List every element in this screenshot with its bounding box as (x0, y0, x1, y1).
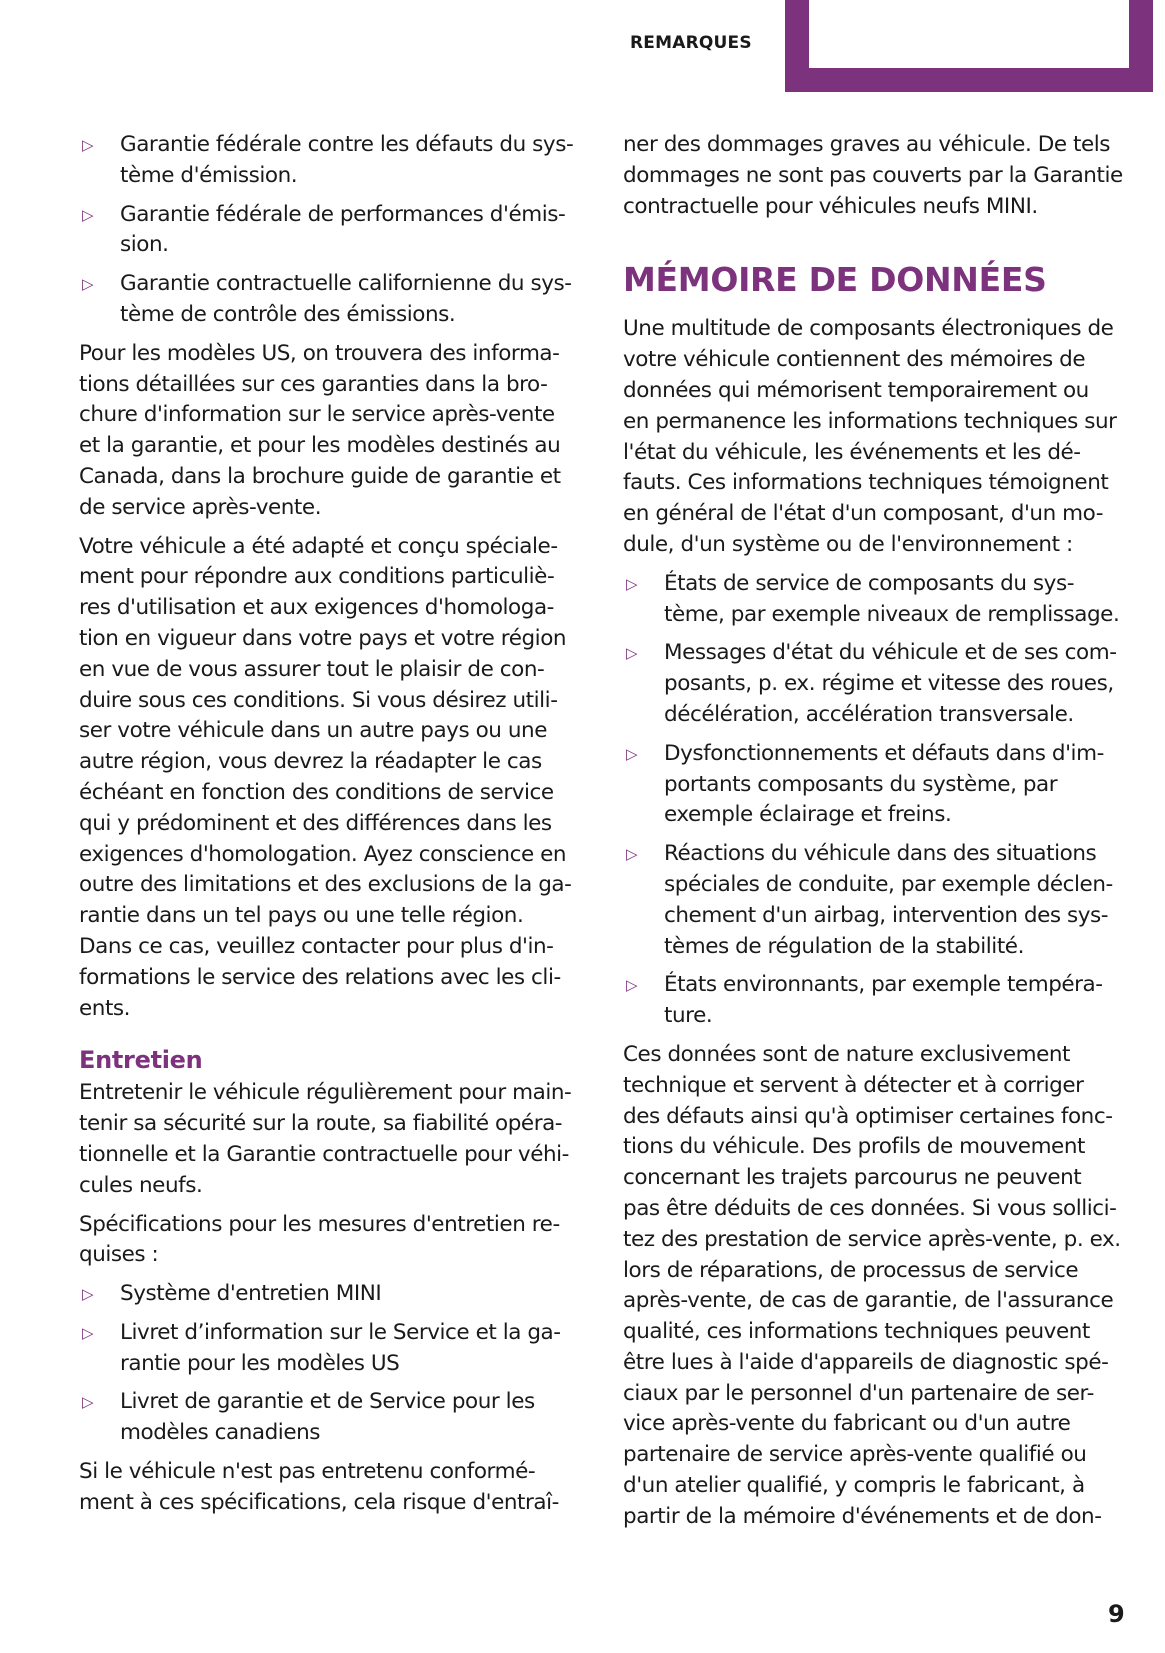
text-line: pas être déduits de ces données. Si vous sollici- (623, 1195, 1117, 1221)
text-line: en vue de vous assurer tout le plaisir de con- (79, 656, 545, 682)
text-line: ment à ces spécifications, cela risque d'entraî- (79, 1489, 559, 1515)
list-item-line: Réactions du véhicule dans des situations (664, 841, 1097, 867)
list-item (623, 839, 1128, 962)
text-line: tions détaillées sur ces garanties dans la bro- (79, 371, 548, 397)
text-line: quises : (79, 1242, 159, 1268)
list-item-line: États de service de composants du sys- (664, 570, 1075, 596)
list-item (79, 130, 584, 192)
paragraph-intro (623, 314, 1128, 560)
list-item-line: ture. (664, 1003, 713, 1029)
triangle-bullet-icon: ▷ (626, 976, 638, 995)
text-line: technique et servent à détecter et à corriger (623, 1072, 1084, 1098)
list-item (623, 739, 1128, 831)
paragraph-us-models (79, 339, 584, 524)
list-item (79, 1387, 584, 1449)
text-line: des défauts ainsi qu'à optimiser certaines fonc- (623, 1103, 1113, 1129)
paragraph-data-usage (623, 1040, 1128, 1533)
list-item-line: exemple éclairage et freins. (664, 802, 952, 828)
list-item-line: États environnants, par exemple tempéra- (664, 972, 1103, 998)
text-line: qualité, ces informations techniques peuvent (623, 1319, 1090, 1345)
list-item-line: Livret d’information sur le Service et la ga- (120, 1319, 561, 1345)
paragraph-non-compliance (79, 1457, 584, 1519)
heading-memoire-donnees: MÉMOIRE DE DONNÉES (623, 260, 1047, 300)
text-line: Entretenir le véhicule régulièrement pour main- (79, 1080, 572, 1106)
text-line: dule, d'un système ou de l'environnement : (623, 531, 1073, 557)
list-item-line: Garantie fédérale de performances d'émis- (120, 201, 566, 227)
triangle-bullet-icon: ▷ (82, 1393, 94, 1412)
triangle-bullet-icon: ▷ (82, 1285, 94, 1304)
text-line: vice après-vente du fabricant ou d'un autre (623, 1411, 1071, 1437)
text-line: dommages ne sont pas couverts par la Garantie (623, 162, 1123, 188)
triangle-bullet-icon: ▷ (82, 136, 94, 154)
text-line: en général de l'état d'un composant, d'un mo- (623, 501, 1104, 527)
text-line: outre des limitations et des exclusions de la ga- (79, 872, 572, 898)
text-line: être lues à l'aide d'appareils de diagnostic spé- (623, 1349, 1109, 1375)
text-line: Votre véhicule a été adapté et conçu spéciale- (79, 533, 558, 559)
text-line: qui y prédominent et des différences dans les (79, 810, 552, 836)
text-line: données qui mémorisent temporairement ou (623, 377, 1089, 403)
text-line: res d'utilisation et aux exigences d'homologa- (79, 595, 554, 621)
text-line: Si le véhicule n'est pas entretenu conformé- (79, 1459, 536, 1485)
list-item-line: Garantie contractuelle californienne du sys- (120, 271, 572, 297)
list-item-line: rantie pour les modèles US (120, 1350, 400, 1376)
paragraph-entretien (79, 1078, 584, 1201)
text-line: en permanence les informations techniques sur (623, 408, 1117, 434)
text-line: votre véhicule contiennent des mémoires de (623, 347, 1086, 373)
text-line: et la garantie, et pour les modèles destinés au (79, 433, 561, 459)
subheading-entretien: Entretien (79, 1046, 203, 1075)
text-line: ciaux par le personnel d'un partenaire de ser- (623, 1380, 1094, 1406)
list-item-line: posants, p. ex. régime et vitesse des roues, (664, 671, 1114, 697)
triangle-bullet-icon: ▷ (626, 845, 638, 864)
text-line: tion en vigueur dans votre pays et votre région (79, 625, 567, 651)
text-line: formations le service des relations avec les cli- (79, 964, 561, 990)
list-item-line: spéciales de conduite, par exemple déclen- (664, 871, 1113, 897)
text-line: cules neufs. (79, 1172, 203, 1198)
text-line: l'état du véhicule, les événements et les dé- (623, 439, 1081, 465)
list-item (623, 638, 1128, 730)
text-line: tez des prestation de service après-vente, p. ex. (623, 1226, 1121, 1252)
list-item-line: portants composants du système, par (664, 771, 1058, 797)
list-item-line: Livret de garantie et de Service pour les (120, 1389, 535, 1415)
bullets-data-types (623, 569, 1128, 1032)
list-item (79, 1318, 584, 1380)
triangle-bullet-icon: ▷ (626, 574, 638, 593)
text-line: Dans ce cas, veuillez contacter pour plus d'in- (79, 933, 554, 959)
triangle-bullet-icon: ▷ (626, 744, 638, 763)
paragraph-specifications (79, 1210, 584, 1272)
triangle-bullet-icon: ▷ (82, 275, 94, 294)
bullets-top (79, 130, 584, 331)
text-line: d'un atelier qualifié, y compris le fabricant, à (623, 1473, 1085, 1499)
list-item-line: tème, par exemple niveaux de remplissage. (664, 601, 1120, 627)
paragraph-continued (623, 130, 1128, 222)
text-line: fauts. Ces informations techniques témoignent (623, 470, 1109, 496)
list-item (79, 1279, 584, 1310)
left-column (79, 130, 584, 1527)
text-line: lors de réparations, de processus de service (623, 1257, 1079, 1283)
text-line: Spécifications pour les mesures d'entretien re- (79, 1211, 560, 1237)
text-line: contractuelle pour véhicules neufs MINI. (623, 193, 1038, 219)
text-line: Une multitude de composants électroniques de (623, 316, 1114, 342)
list-item-line: Messages d'état du véhicule et de ses com- (664, 640, 1117, 666)
page-number: 9 (1108, 1600, 1125, 1628)
text-line: ment pour répondre aux conditions particuliè- (79, 564, 555, 590)
triangle-bullet-icon: ▷ (82, 1323, 94, 1342)
chapter-tab-marker (785, 0, 1153, 92)
text-line: partenaire de service après-vente qualifié ou (623, 1442, 1087, 1468)
text-line: Ces données sont de nature exclusivement (623, 1041, 1071, 1067)
list-item-line: Garantie fédérale contre les défauts du sys- (120, 132, 574, 157)
list-item (79, 200, 584, 262)
list-item-line: modèles canadiens (120, 1420, 321, 1446)
list-item-line: tème de contrôle des émissions. (120, 301, 456, 327)
list-item-line: sion. (120, 232, 169, 258)
text-line: ser votre véhicule dans un autre pays ou une (79, 718, 547, 744)
list-item-line: décélération, accélération transversale. (664, 701, 1074, 727)
bullets-specifications (79, 1279, 584, 1449)
list-item-line: tèmes de régulation de la stabilité. (664, 933, 1024, 959)
triangle-bullet-icon: ▷ (82, 205, 94, 224)
list-item (623, 569, 1128, 631)
text-line: concernant les trajets parcourus ne peuvent (623, 1165, 1082, 1191)
paragraph-adaptation (79, 532, 584, 1025)
text-line: ents. (79, 995, 131, 1021)
text-line: autre région, vous devrez la réadapter le cas (79, 749, 542, 775)
section-label: REMARQUES (630, 33, 752, 53)
triangle-bullet-icon: ▷ (626, 644, 638, 663)
text-line: Pour les modèles US, on trouvera des informa- (79, 340, 560, 366)
list-item-line: tème d'émission. (120, 162, 298, 188)
text-line: rantie dans un tel pays ou une telle région. (79, 903, 524, 929)
text-line: chure d'information sur le service après-vente (79, 402, 555, 428)
list-item-line: Système d'entretien MINI (120, 1281, 382, 1307)
text-line: de service après-vente. (79, 494, 322, 520)
text-line: échéant en fonction des conditions de service (79, 779, 554, 805)
text-line: tionnelle et la Garantie contractuelle pour véhi- (79, 1141, 569, 1167)
list-item (623, 970, 1128, 1032)
list-item-line: Dysfonctionnements et défauts dans d'im- (664, 740, 1104, 766)
text-line: exigences d'homologation. Ayez conscience en (79, 841, 567, 867)
right-column (623, 130, 1128, 1541)
text-line: Canada, dans la brochure guide de garantie et (79, 463, 561, 489)
text-line: tenir sa sécurité sur la route, sa fiabilité opéra- (79, 1111, 563, 1137)
list-item (79, 269, 584, 331)
text-line: après-vente, de cas de garantie, de l'assurance (623, 1288, 1114, 1314)
list-item-line: chement d'un airbag, intervention des sys- (664, 902, 1109, 928)
text-line: ner des dommages graves au véhicule. De tels (623, 132, 1111, 157)
text-line: partir de la mémoire d'événements et de don- (623, 1503, 1102, 1529)
text-line: duire sous ces conditions. Si vous désirez utili- (79, 687, 558, 713)
text-line: tions du véhicule. Des profils de mouvement (623, 1134, 1085, 1160)
